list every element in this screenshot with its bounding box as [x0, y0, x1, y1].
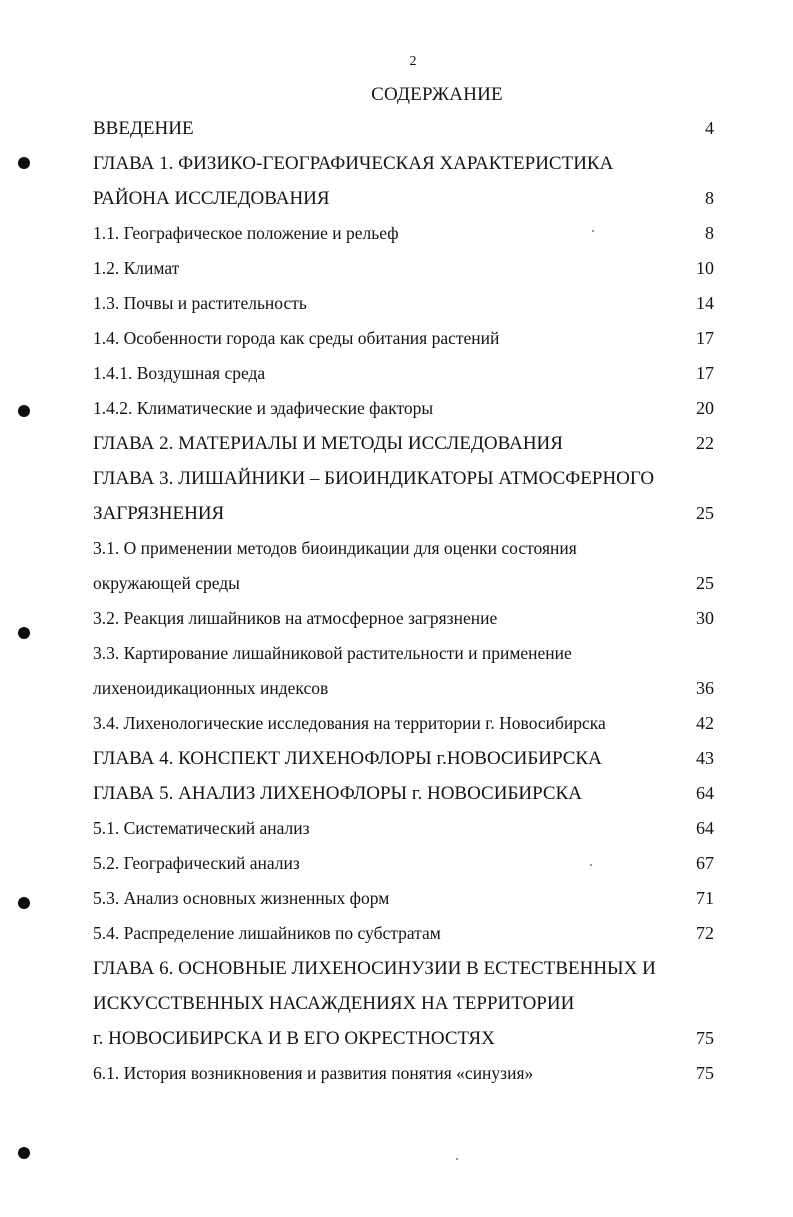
toc-section-line — [0, 1056, 793, 1091]
toc-entry-text: 1.4. Особенности города как среды обитания растений — [93, 328, 500, 348]
toc-page-number: 43 — [696, 748, 714, 768]
toc-entry-text: ГЛАВА 2. МАТЕРИАЛЫ И МЕТОДЫ ИССЛЕДОВАНИЯ — [93, 433, 563, 454]
toc-section-line — [0, 391, 793, 426]
toc-entry-text: 5.3. Анализ основных жизненных форм — [93, 888, 390, 908]
toc-entry-text: г. НОВОСИБИРСКА И В ЕГО ОКРЕСТНОСТЯХ — [93, 1028, 495, 1049]
toc-entry-text: 6.1. История возникновения и развития понятия «синузия» — [93, 1063, 534, 1083]
toc-page-number: 22 — [696, 433, 714, 453]
toc-entry-text: 3.1. О применении методов биоиндикации для оценки состояния — [93, 538, 577, 558]
toc-section-line — [0, 846, 793, 881]
toc-page-number: 25 — [696, 573, 714, 593]
toc-title: СОДЕРЖАНИЕ — [371, 84, 503, 105]
punch-hole-mark — [18, 627, 30, 639]
toc-entry-text: ГЛАВА 3. ЛИШАЙНИКИ – БИОИНДИКАТОРЫ АТМОСФЕРНОГО — [93, 468, 655, 489]
toc-page-number: 8 — [705, 188, 714, 208]
toc-chapter-line — [0, 1021, 793, 1056]
toc-page-number: 17 — [696, 328, 714, 348]
table-of-contents — [0, 111, 793, 1091]
scan-speck — [592, 230, 594, 232]
toc-section-line — [0, 706, 793, 741]
toc-page-number: 14 — [696, 293, 714, 313]
toc-entry-text: 1.4.1. Воздушная среда — [93, 363, 266, 383]
toc-entry-text: 5.2. Географический анализ — [93, 853, 300, 873]
toc-entry-text: 5.1. Систематический анализ — [93, 818, 310, 838]
toc-section-line — [0, 531, 793, 566]
toc-section-line — [0, 251, 793, 286]
toc-section-line — [0, 671, 793, 706]
toc-entry-text: РАЙОНА ИССЛЕДОВАНИЯ — [93, 188, 330, 209]
toc-chapter-line — [0, 146, 793, 181]
toc-entry-text: окружающей среды — [93, 573, 240, 593]
toc-chapter-line — [0, 986, 793, 1021]
toc-section-line — [0, 286, 793, 321]
toc-section-line — [0, 321, 793, 356]
toc-section-line — [0, 811, 793, 846]
page-number: 2 — [409, 54, 417, 69]
scan-speck — [456, 1158, 458, 1160]
toc-chapter-line — [0, 776, 793, 811]
toc-entry-text: лихеноидикационных индексов — [93, 678, 329, 698]
toc-section-line — [0, 216, 793, 251]
toc-entry-text: 3.3. Картирование лишайниковой растительности и применение — [93, 643, 572, 663]
toc-page-number: 71 — [696, 888, 714, 908]
toc-section-line — [0, 636, 793, 671]
toc-page-number: 10 — [696, 258, 714, 278]
toc-page-number: 64 — [696, 783, 714, 803]
toc-page-number: 75 — [696, 1063, 714, 1083]
toc-page-number: 67 — [696, 853, 714, 873]
toc-entry-text: 1.1. Географическое положение и рельеф — [93, 223, 399, 243]
toc-entry-text: 1.2. Климат — [93, 258, 180, 278]
toc-page-number: 72 — [696, 923, 714, 943]
punch-hole-mark — [18, 897, 30, 909]
toc-section-line — [0, 601, 793, 636]
toc-chapter-line — [0, 426, 793, 461]
toc-section-line — [0, 356, 793, 391]
toc-chapter-line — [0, 111, 793, 146]
punch-hole-mark — [18, 157, 30, 169]
toc-entry-text: ВВЕДЕНИЕ — [93, 118, 194, 139]
toc-section-line — [0, 566, 793, 601]
toc-entry-text: ГЛАВА 1. ФИЗИКО-ГЕОГРАФИЧЕСКАЯ ХАРАКТЕРИСТИКА — [93, 153, 614, 174]
toc-entry-text: ГЛАВА 4. КОНСПЕКТ ЛИХЕНОФЛОРЫ г.НОВОСИБИРСКА — [93, 748, 602, 769]
toc-entry-text: 3.4. Лихенологические исследования на территории г. Новосибирска — [93, 713, 606, 733]
toc-entry-text: 1.3. Почвы и растительность — [93, 293, 307, 313]
punch-hole-mark — [18, 1147, 30, 1159]
toc-page-number: 75 — [696, 1028, 714, 1048]
toc-entry-text: 1.4.2. Климатические и эдафические факторы — [93, 398, 434, 418]
toc-page-number: 30 — [696, 608, 714, 628]
scan-speck — [590, 864, 592, 866]
toc-page-number: 4 — [705, 118, 714, 138]
toc-entry-text: 5.4. Распределение лишайников по субстратам — [93, 923, 441, 943]
toc-page-number: 64 — [696, 818, 714, 838]
toc-page-number: 20 — [696, 398, 714, 418]
toc-page-number: 36 — [696, 678, 714, 698]
toc-section-line — [0, 881, 793, 916]
toc-page-number: 8 — [705, 223, 714, 243]
toc-chapter-line — [0, 951, 793, 986]
toc-section-line — [0, 916, 793, 951]
toc-entry-text: ГЛАВА 6. ОСНОВНЫЕ ЛИХЕНОСИНУЗИИ В ЕСТЕСТВЕННЫХ И — [93, 958, 656, 979]
toc-page-number: 25 — [696, 503, 714, 523]
toc-chapter-line — [0, 461, 793, 496]
toc-page-number: 42 — [696, 713, 714, 733]
toc-entry-text: ЗАГРЯЗНЕНИЯ — [93, 503, 225, 524]
punch-hole-mark — [18, 405, 30, 417]
toc-page-number: 17 — [696, 363, 714, 383]
toc-entry-text: 3.2. Реакция лишайников на атмосферное загрязнение — [93, 608, 498, 628]
toc-chapter-line — [0, 496, 793, 531]
toc-entry-text: ГЛАВА 5. АНАЛИЗ ЛИХЕНОФЛОРЫ г. НОВОСИБИРСКА — [93, 783, 582, 804]
toc-chapter-line — [0, 741, 793, 776]
toc-entry-text: ИСКУССТВЕННЫХ НАСАЖДЕНИЯХ НА ТЕРРИТОРИИ — [93, 993, 575, 1014]
toc-chapter-line — [0, 181, 793, 216]
